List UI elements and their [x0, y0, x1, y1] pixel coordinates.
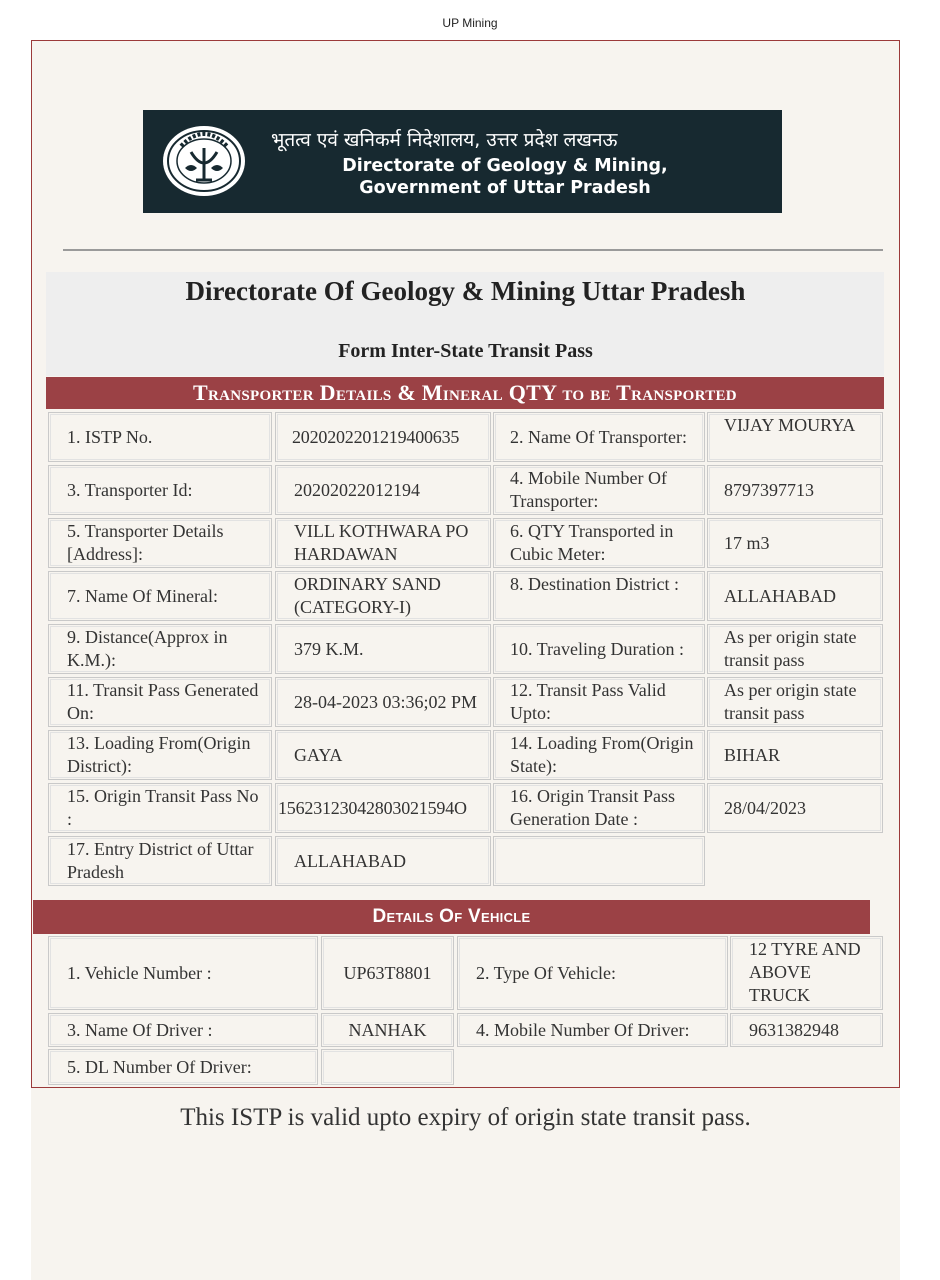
field-label-text: 12. Transit Pass Valid Upto: — [510, 680, 666, 723]
field-label-text: 1. ISTP No. — [67, 426, 153, 447]
field-value — [321, 1049, 454, 1085]
field-label-text: 2. Name Of Transporter: — [510, 426, 687, 447]
field-value — [275, 518, 491, 568]
form-subtitle: Form Inter-State Transit Pass — [338, 340, 593, 362]
banner-hindi-title: भूतत्व एवं खनिकर्म निदेशालय, उत्तर प्रदेश लखनऊ — [271, 129, 618, 151]
field-label — [48, 1049, 318, 1085]
field-value — [707, 677, 883, 727]
field-label — [457, 1013, 728, 1047]
field-value-text: 8797397713 — [724, 479, 814, 500]
field-value — [707, 465, 883, 515]
field-value — [321, 936, 454, 1010]
field-value-text: ALLAHABAD — [294, 850, 406, 871]
field-value-text: As per origin state transit pass — [724, 680, 857, 723]
banner-english-line2: Government of Uttar Pradesh — [359, 178, 651, 198]
field-label — [48, 1013, 318, 1047]
field-value-text: 15623123042803021594O — [278, 797, 467, 818]
field-label-text: 5. Transporter Details [Address]: — [67, 521, 224, 564]
field-label-text: 10. Traveling Duration : — [510, 638, 684, 659]
field-label — [48, 465, 272, 515]
field-label — [48, 677, 272, 727]
field-value-text: 12 TYRE AND ABOVE TRUCK — [749, 939, 861, 1005]
field-value-text: 28/04/2023 — [724, 797, 807, 818]
field-label — [493, 465, 705, 515]
field-value — [730, 936, 883, 1010]
field-label-text: 17. Entry District of Uttar Pradesh — [67, 839, 254, 882]
field-label — [48, 518, 272, 568]
field-label — [48, 783, 272, 833]
field-value-text: 20202022012194 — [294, 479, 420, 500]
field-value — [275, 677, 491, 727]
section-heading-vehicle: Details Of Vehicle — [33, 900, 870, 934]
field-value — [275, 783, 491, 833]
validity-note: This ISTP is valid upto expiry of origin state transit pass. — [180, 1104, 751, 1131]
field-value — [707, 730, 883, 780]
field-value-text: VIJAY MOURYA — [724, 415, 856, 435]
field-value — [730, 1013, 883, 1047]
field-value — [707, 783, 883, 833]
field-label-text: 15. Origin Transit Pass No : — [67, 786, 259, 829]
department-banner — [143, 110, 782, 213]
field-label-text: 13. Loading From(Origin District): — [67, 733, 251, 776]
field-value — [275, 836, 491, 886]
field-value-text: 9631382948 — [749, 1019, 839, 1040]
field-label — [48, 836, 272, 886]
field-value — [707, 518, 883, 568]
field-value-text: 2020202201219400635 — [292, 426, 460, 447]
field-label-text: 5. DL Number Of Driver: — [67, 1056, 252, 1077]
field-label-text: 4. Mobile Number Of Transporter: — [510, 468, 667, 511]
transit-pass-document — [31, 40, 900, 1280]
field-label — [48, 412, 272, 462]
field-label-text: 9. Distance(Approx in K.M.): — [67, 627, 228, 670]
field-label — [493, 783, 705, 833]
field-label — [493, 412, 705, 462]
field-label-text: 7. Name Of Mineral: — [67, 585, 218, 606]
field-label — [493, 677, 705, 727]
field-value-text: NANHAK — [348, 1019, 427, 1040]
field-label — [48, 624, 272, 674]
field-value-text: 379 K.M. — [294, 638, 364, 659]
field-label — [493, 624, 705, 674]
field-label — [493, 836, 705, 886]
browser-page-caption: UP Mining — [442, 16, 498, 30]
field-label — [48, 730, 272, 780]
field-value — [275, 730, 491, 780]
section-heading-transporter: Transporter Details & Mineral QTY to be Transported — [46, 377, 884, 409]
field-value — [707, 412, 883, 462]
field-label — [493, 730, 705, 780]
page-title: Directorate Of Geology & Mining Uttar Pradesh — [185, 276, 746, 306]
field-value — [275, 465, 491, 515]
field-label-text: 3. Name Of Driver : — [67, 1019, 213, 1040]
field-value-text: VILL KOTHWARA PO HARDAWAN — [294, 521, 469, 564]
field-label-text: 16. Origin Transit Pass Generation Date : — [510, 786, 676, 829]
field-label — [493, 518, 705, 568]
field-label-text: 6. QTY Transported in Cubic Meter: — [510, 521, 674, 564]
field-label-text: 8. Destination District : — [510, 574, 679, 594]
field-value-text: 28-04-2023 03:36;02 PM — [294, 691, 478, 712]
field-value-text: ORDINARY SAND (CATEGORY-I) — [294, 574, 441, 617]
field-label-text: 1. Vehicle Number : — [67, 962, 212, 983]
field-label — [493, 571, 705, 621]
divider — [63, 249, 883, 251]
field-label-text: 3. Transporter Id: — [67, 479, 193, 500]
field-value — [707, 624, 883, 674]
field-label-text: 11. Transit Pass Generated On: — [67, 680, 259, 723]
field-value-text: As per origin state transit pass — [724, 627, 857, 670]
field-value — [321, 1013, 454, 1047]
field-label-text: 2. Type Of Vehicle: — [476, 962, 617, 983]
field-value — [275, 624, 491, 674]
field-label-text: 14. Loading From(Origin State): — [510, 733, 694, 776]
field-value — [707, 571, 883, 621]
field-value-text: 17 m3 — [724, 532, 770, 553]
field-label-text: 4. Mobile Number Of Driver: — [476, 1019, 690, 1040]
field-value — [275, 571, 491, 621]
field-label — [48, 571, 272, 621]
field-value-text: ALLAHABAD — [724, 585, 836, 606]
field-value-text: UP63T8801 — [343, 962, 432, 983]
banner-english-line1: Directorate of Geology & Mining, — [342, 156, 668, 176]
field-value-text: GAYA — [294, 744, 343, 765]
field-label — [457, 936, 728, 1010]
up-state-emblem-icon — [161, 124, 247, 198]
field-value-text: BIHAR — [724, 744, 781, 765]
field-label — [48, 936, 318, 1010]
field-value — [275, 412, 491, 462]
